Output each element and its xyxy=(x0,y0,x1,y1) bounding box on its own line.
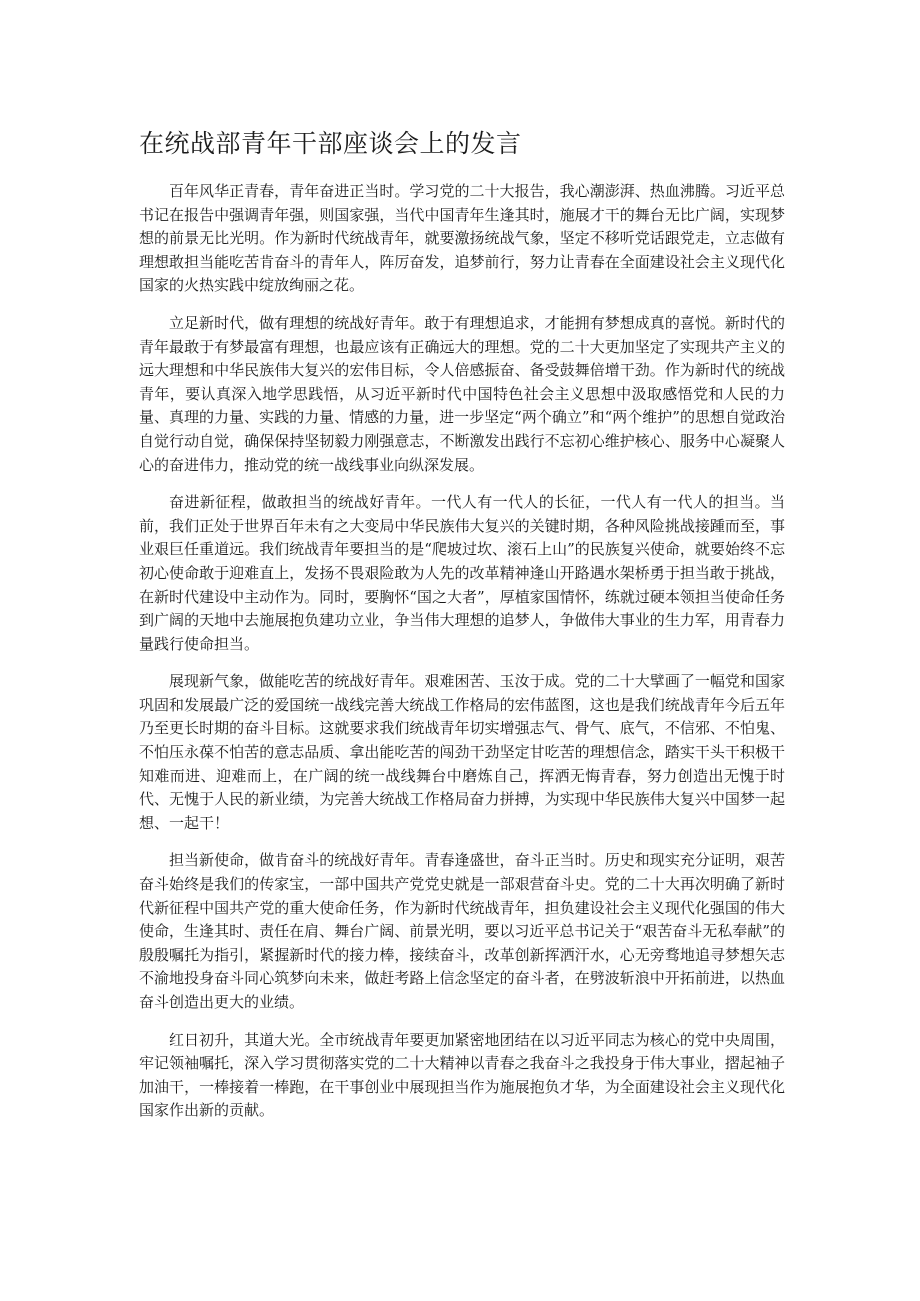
paragraph-3: 奋进新征程，做敢担当的统战好青年。一代人有一代人的长征，一代人有一代人的担当。当前，我们正处于世界百年未有之大变局中华民族伟大复兴的关键时期，各种风险挑战接踵而至，事业艰巨任重道远。我们统战青年要担当的是“爬坡过坎、滚石上山”的民族复兴使命，就要始终不忘初心使命敢于迎难直上，发扬不畏艰险敢为人先的改革精神逢山开路遇水架桥勇于担当敢于挑战，在新时代建设中主动作为。同时，要胸怀“国之大者”，厚植家国情怀，练就过硬本领担当使命任务到广阔的天地中去施展抱负建功立业，争当伟大理想的追梦人，争做伟大事业的生力军，用青春力量践行使命担当。 xyxy=(139,493,785,653)
paragraph-6: 红日初升，其道大光。全市统战青年要更加紧密地团结在以习近平同志为核心的党中央周围，牢记领袖嘱托，深入学习贯彻落实党的二十大精神以青春之我奋斗之我投身于伟大事业，摺起袖子加油干，一棒接着一棒跑，在干事创业中展现担当作为施展抱负才华，为全面建设社会主义现代化国家作出新的贡献。 xyxy=(139,1030,785,1120)
document-title: 在统战部青年干部座谈会上的发言 xyxy=(139,129,522,158)
paragraph-4: 展现新气象，做能吃苦的统战好青年。艰难困苦、玉汝于成。党的二十大擘画了一幅党和国家巩固和发展最广泛的爱国统一战线完善大统战工作格局的宏伟蓝图，这也是我们统战青年今后五年乃至更长时期的奋斗目标。这就要求我们统战青年切实增强志气、骨气、底气，不信邪、不怕鬼、不怕压永葆不怕苦的意志品质、拿出能吃苦的闯劲干劲坚定甘吃苦的理想信念，踏实干头干积极干知难而进、迎难而上，在广阔的统一战线舞台中磨炼自己，挥洒无悔青春，努力创造出无愧于时代、无愧于人民的新业绩，为完善大统战工作格局奋力拼搏，为实现中华民族伟大复兴中国梦一起想、一起干！ xyxy=(139,672,785,832)
paragraph-5: 担当新使命，做肯奋斗的统战好青年。青春逢盛世，奋斗正当时。历史和现实充分证明，艰苦奋斗始终是我们的传家宝，一部中国共产党党史就是一部艰营奋斗史。党的二十大再次明确了新时代新征程中国共产党的重大使命任务，作为新时代统战青年，担负建设社会主义现代化强国的伟大使命，生逢其时、责任在肩、舞台广阔、前景光明，要以习近平总书记关于“艰苦奋斗无私奉献”的殷殷嘱托为指引，紧握新时代的接力棒，接续奋斗，改革创新挥洒汗水，心无旁骛地追寻梦想矢志不渝地投身奋斗同心筑梦向未来，做赶考路上信念坚定的奋斗者，在劈波斩浪中开拓前进，以热血奋斗创造出更大的业绩。 xyxy=(139,851,785,1011)
document-page xyxy=(139,126,785,1137)
paragraph-2: 立足新时代，做有理想的统战好青年。敢于有理想追求，才能拥有梦想成真的喜悦。新时代的青年最敢于有梦最富有理想，也最应该有正确远大的理想。党的二十大更加坚定了实现共产主义的远大理想和中华民族伟大复兴的宏伟目标，令人倍感振奋、备受鼓舞倍增干劲。作为新时代的统战青年，要认真深入地学思践悟，从习近平新时代中国特色社会主义思想中汲取感悟党和人民的力量、真理的力量、实践的力量、情感的力量，进一步坚定“两个确立”和“两个维护”的思想自觉政治自觉行动自觉，确保保持坚韧毅力刚强意志，不断激发出践行不忘初心维护核心、服务中心凝聚人心的奋进伟力，推动党的统一战线事业向纵深发展。 xyxy=(139,313,785,474)
paragraph-1: 百年风华正青春，青年奋进正当时。学习党的二十大报告，我心潮澎湃、热血沸腾。习近平总书记在报告中强调青年强，则国家强，当代中国青年生逢其时，施展才干的舞台无比广阔，实现梦想的前景无比光明。作为新时代统战青年，就要激扬统战气象，坚定不移听党话跟党走，立志做有理想敢担当能吃苦肯奋斗的青年人，阵厉奋发，追梦前行，努力让青春在全面建设社会主义现代化国家的火热实践中绽放绚丽之花。 xyxy=(139,182,785,295)
